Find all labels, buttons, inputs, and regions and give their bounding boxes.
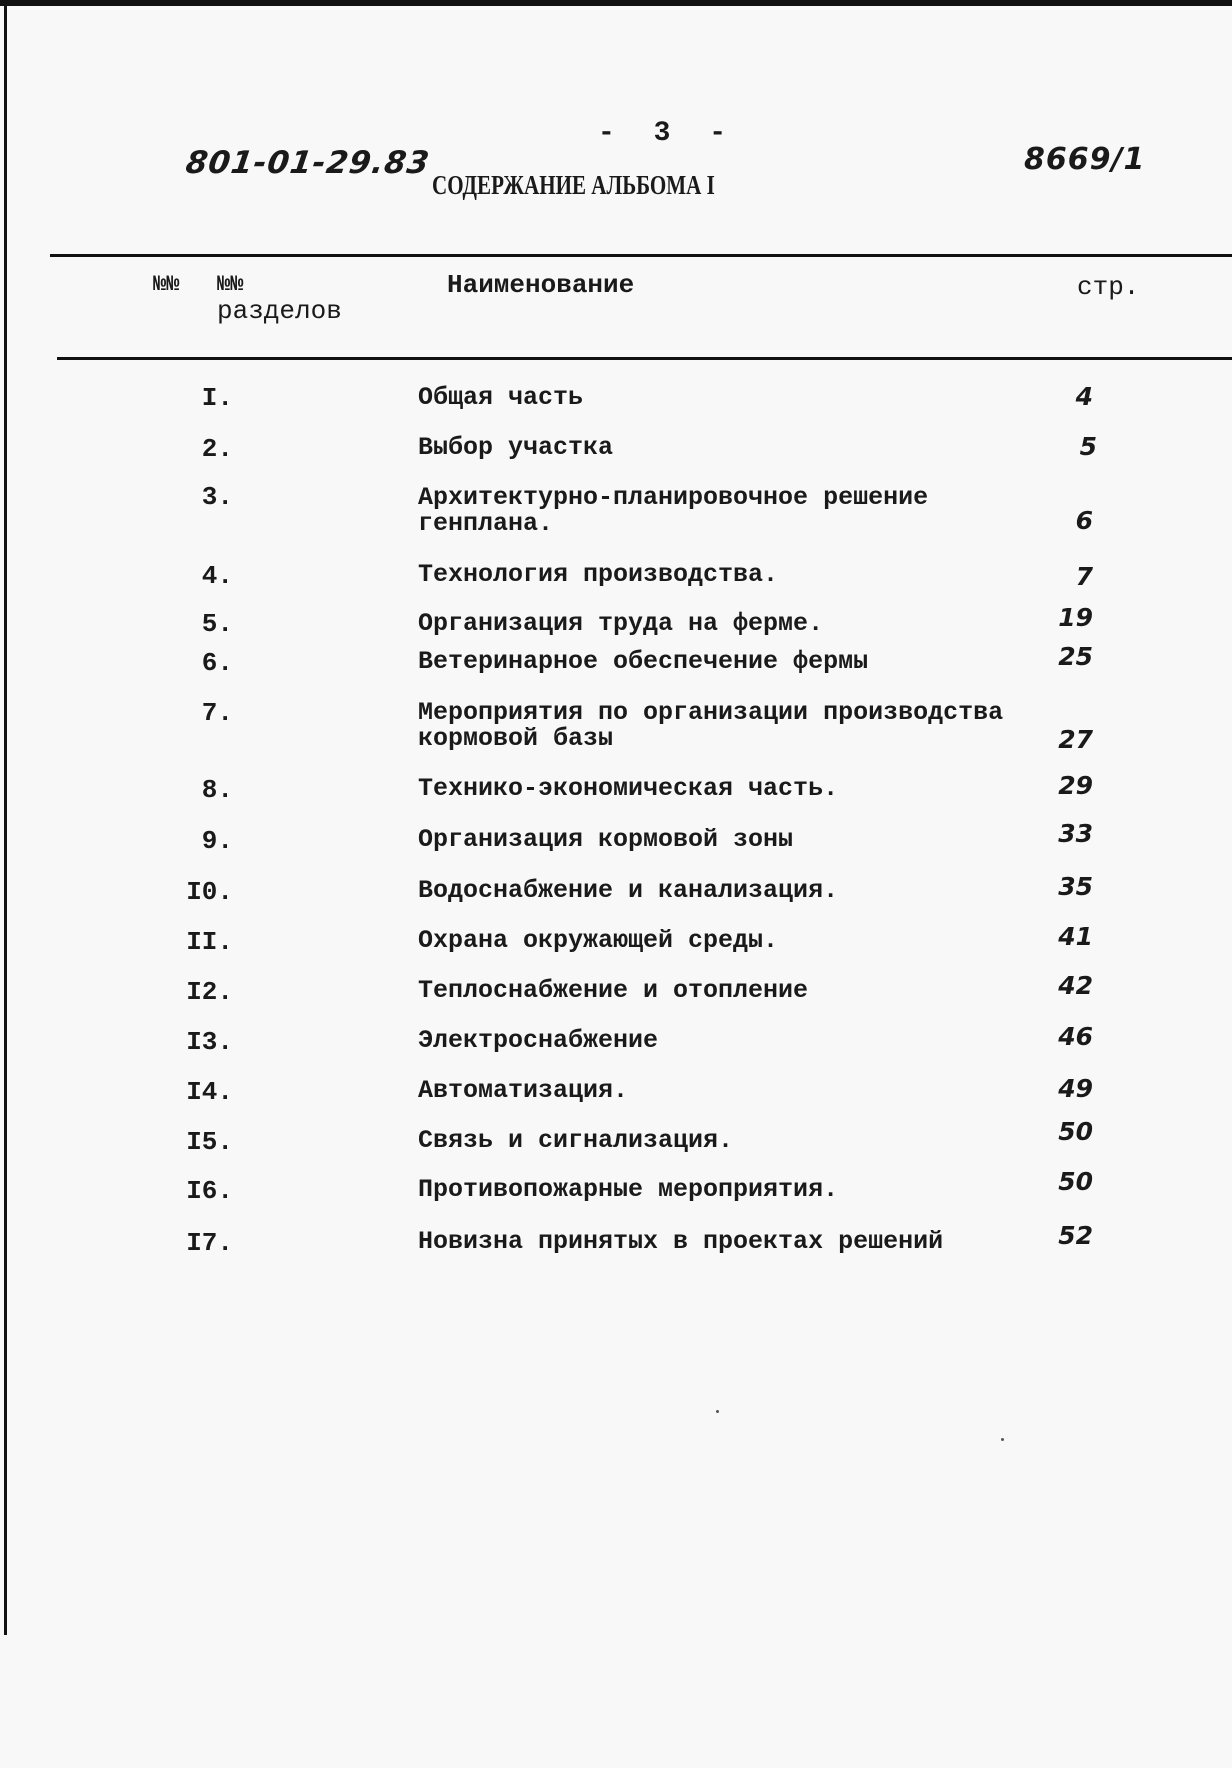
row-number: 3. xyxy=(201,482,233,512)
row-number: II. xyxy=(186,927,233,957)
row-title: Технико-экономическая часть. xyxy=(418,774,839,803)
row-number: I4. xyxy=(186,1077,233,1107)
row-page: 50 xyxy=(1058,1117,1093,1146)
row-title: Автоматизация. xyxy=(418,1076,629,1105)
row-page: 29 xyxy=(1058,771,1093,800)
row-page: 6 xyxy=(1075,506,1093,535)
left-border-line xyxy=(4,0,7,1635)
row-page: 5 xyxy=(1079,432,1097,461)
row-title: Водоснабжение и канализация. xyxy=(418,876,839,905)
row-title-continued: генплана. xyxy=(418,509,554,538)
row-page: 33 xyxy=(1058,819,1093,848)
row-title: Противопожарные мероприятия. xyxy=(418,1175,839,1204)
row-number: I6. xyxy=(186,1176,233,1206)
row-title: Охрана окружающей среды. xyxy=(418,926,779,955)
table-header-rule xyxy=(57,357,1232,360)
row-title: Общая часть xyxy=(418,383,584,412)
row-title: Теплоснабжение и отопление xyxy=(418,976,809,1005)
row-page: 42 xyxy=(1058,971,1093,1000)
row-page: 52 xyxy=(1058,1221,1093,1250)
scan-speck xyxy=(1001,1438,1004,1441)
row-title: Связь и сигнализация. xyxy=(418,1126,734,1155)
row-page: 46 xyxy=(1058,1022,1093,1051)
row-title: Мероприятия по организации производства xyxy=(418,698,1004,727)
row-title: Выбор участка xyxy=(418,433,614,462)
row-number: 7. xyxy=(201,698,233,728)
row-page: 27 xyxy=(1058,725,1093,754)
row-title: Электроснабжение xyxy=(418,1026,659,1055)
inventory-number: 8669/1 xyxy=(1024,142,1146,177)
top-border-line xyxy=(0,0,1232,6)
row-page: 50 xyxy=(1058,1167,1093,1196)
page-title: СОДЕРЖАНИЕ АЛЬБОМА I xyxy=(432,170,715,200)
row-number: 5. xyxy=(201,609,233,639)
row-number: 9. xyxy=(201,826,233,856)
column-header-number: №№ xyxy=(153,272,180,297)
row-page: 7 xyxy=(1075,562,1093,591)
document-code: 801-01-29.83 xyxy=(183,145,433,181)
row-title: Технология производства. xyxy=(418,560,779,589)
column-header-page: стр. xyxy=(1077,272,1140,302)
column-header-name: Наименование xyxy=(447,270,635,300)
row-page: 41 xyxy=(1058,922,1093,951)
column-header-section-number: №№ xyxy=(217,272,244,297)
column-header-sections: разделов xyxy=(217,296,342,326)
row-title: Организация кормовой зоны xyxy=(418,825,794,854)
row-page: 25 xyxy=(1058,642,1093,671)
row-title: Новизна принятых в проектах решений xyxy=(418,1227,944,1256)
row-title-continued: кормовой базы xyxy=(418,724,614,753)
row-number: 2. xyxy=(201,434,233,464)
page-marker: - 3 - xyxy=(598,118,727,149)
row-number: 4. xyxy=(201,561,233,591)
row-title: Архитектурно-планировочное решение xyxy=(418,483,929,512)
scan-speck xyxy=(716,1410,719,1413)
row-number: I3. xyxy=(186,1027,233,1057)
row-page: 49 xyxy=(1058,1074,1093,1103)
row-page: 35 xyxy=(1058,872,1093,901)
row-number: I. xyxy=(201,383,233,413)
table-top-rule xyxy=(50,254,1232,257)
row-number: I2. xyxy=(186,977,233,1007)
row-page: 4 xyxy=(1075,382,1093,411)
row-number: 8. xyxy=(201,775,233,805)
row-title: Организация труда на ферме. xyxy=(418,609,824,638)
row-number: I7. xyxy=(186,1228,233,1258)
row-number: I0. xyxy=(186,877,233,907)
row-number: I5. xyxy=(186,1127,233,1157)
row-title: Ветеринарное обеспечение фермы xyxy=(418,647,869,676)
row-number: 6. xyxy=(201,648,233,678)
row-page: 19 xyxy=(1058,603,1093,632)
